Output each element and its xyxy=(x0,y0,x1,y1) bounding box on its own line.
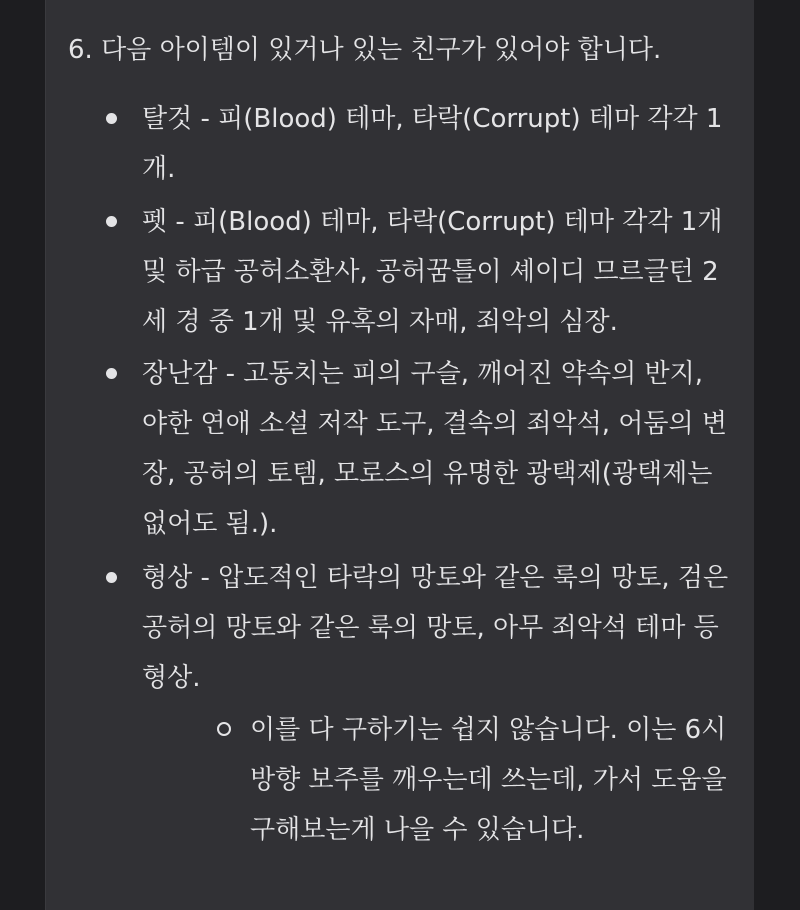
bullet-dot-icon xyxy=(106,216,117,227)
list-item-text: 형상 - 압도적인 타락의 망토와 같은 룩의 망토, 검은 공허의 망토와 같은 룩의 망토, 아무 죄악석 테마 등 형상. xyxy=(142,563,729,693)
list-item-mount xyxy=(142,94,736,194)
sub-list-item-text: 이를 다 구하기는 쉽지 않습니다. 이는 6시 방향 보주를 깨우는데 쓰는데, 가서 도움을 구해보는게 나을 수 있습니다. xyxy=(250,715,727,845)
list-item-text: 장난감 - 고동치는 피의 구슬, 깨어진 약속의 반지, 야한 연애 소설 저작 도구, 결속의 죄악석, 어둠의 변장, 공허의 토템, 모로스의 유명한 광택제(광택제는 없어도 됨.). xyxy=(142,359,727,539)
bullet-dot-icon xyxy=(106,113,117,124)
left-margin-rail xyxy=(0,0,46,910)
right-margin-rail xyxy=(753,0,800,910)
bullet-dot-icon xyxy=(106,572,117,583)
sub-list-item-note xyxy=(250,705,740,855)
list-item-text: 펫 - 피(Blood) 테마, 타락(Corrupt) 테마 각각 1개 및 하급 공허소환사, 공허꿈틀이 셰이디 므르글턴 2세 경 중 1개 및 유혹의 자매, 죄악의 심장. xyxy=(142,207,723,337)
content-card xyxy=(46,0,754,910)
list-item-toy xyxy=(142,349,736,549)
bullet-circle-icon xyxy=(217,722,231,736)
list-heading: 6. 다음 아이템이 있거나 있는 친구가 있어야 합니다. xyxy=(68,35,662,65)
list-item-transmog xyxy=(142,553,736,703)
list-item-text: 탈것 - 피(Blood) 테마, 타락(Corrupt) 테마 각각 1개. xyxy=(142,104,723,184)
list-item-pet xyxy=(142,197,736,347)
bullet-dot-icon xyxy=(106,368,117,379)
